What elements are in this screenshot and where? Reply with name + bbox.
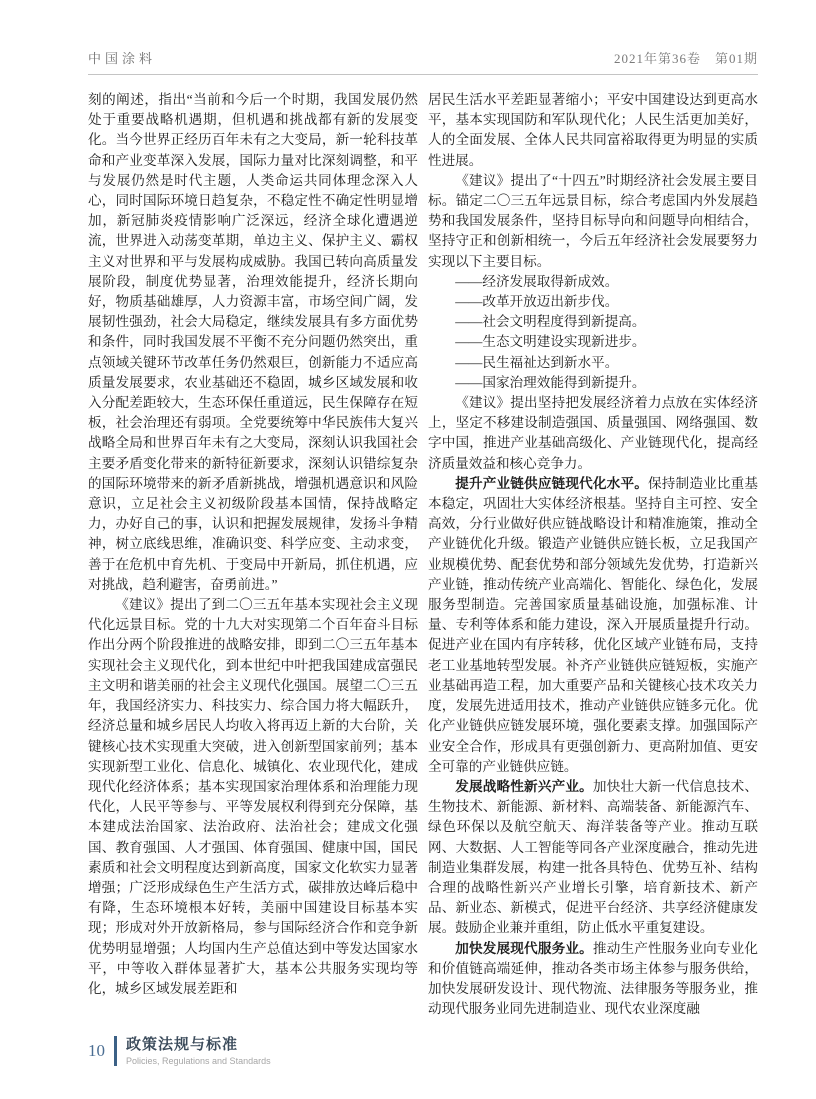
goal-item-livelihood: ——民生福祉达到新水平。: [455, 354, 619, 370]
paragraph-emerging-industries: [428, 777, 758, 939]
issue-info: 2021年第36卷 第01期: [613, 51, 758, 66]
goal-item-reform: ——改革开放迈出新步伐。: [455, 294, 619, 310]
footer-section-titles: [126, 1036, 271, 1066]
paragraph-continuation: 刻的阐述，指出“当前和今后一个时期，我国发展仍然处于重要战略机遇期，但机遇和挑战都有新的发展变化。当今世界正经历百年未有之大变局，新一轮科技革命和产业变革深入发展，国际力量对比深刻调整，和平与发展仍然是时代主题，人类命运共同体理念深入人心，同时国际环境日趋复杂，不稳定性不确定性明显增加，新冠肺炎疫情影响广泛深远，经济全球化遭遇逆流，世界进入动荡变革期，单边主义、保护主义、霸权主义对世界和平与发展构成威胁。我国已转向高质量发展阶段，制度优势显著，治理效能提升，经济长期向好，物质基础雄厚，人力资源丰富，市场空间广阔，发展韧性强劲，社会大局稳定，继续发展具有多方面优势和条件，同时我国发展不平衡不充分问题仍然突出，重点领域关键环节改革任务仍然艰巨，创新能力不适应高质量发展要求，农业基础还不稳固，城乡区域发展和收入分配差距较大，生态环保任重道远，民生保障存在短板，社会治理还有弱项。全党要统筹中华民族伟大复兴战略全局和世界百年未有之大变局，深刻认识我国社会主要矛盾变化带来的新特征新要求，深刻认识错综复杂的国际环境带来的新矛盾新挑战，增强机遇意识和风险意识，立足社会主义初级阶段基本国情，保持战略定力，办好自己的事，认识和把握发展规律，发扬斗争精神，树立底线思维，准确识变、科学应变、主动求变，善于在危机中育先机、于变局中开新局，抓住机遇，应对挑战，趋利避害，奋勇前进。”: [88, 92, 418, 592]
goal-item-ecology: ——生态文明建设实现新进步。: [455, 334, 646, 350]
section-title-english: Policies, Regulations and Standards: [126, 1056, 271, 1066]
right-column: [428, 90, 758, 1032]
paragraph-real-economy: 《建议》提出坚持把发展经济着力点放在实体经济上，坚定不移建设制造强国、质量强国、网络强国、数字中国，推进产业基础高级化、产业链现代化，提高经济质量效益和核心竞争力。: [428, 395, 758, 471]
section-title-chinese: 政策法规与标准: [126, 1036, 239, 1053]
industry-chain-body: 保持制造业比重基本稳定，巩固壮大实体经济根基。坚持自主可控、安全高效，分行业做好供应链战略设计和精准施策，推动全产业链优化升级。锻造产业链供应链长板，立足我国产业规模优势、配套优势和部分领域先发优势，打造新兴产业链，推动传统产业高端化、智能化、绿色化，发展服务型制造。完善国家质量基础设施，加强标准、计量、专利等体系和能力建设，深入开展质量提升行动。促进产业在国内有序转移，优化区域产业链布局，支持老工业基地转型发展。补齐产业链供应链短板，实施产业基础再造工程，加大重要产品和关键核心技术攻关力度，发展先进适用技术，推动产业链供应链多元化。优化产业链供应链发展环境，强化要素支撑。加强国际产业安全合作，形成具有更强创新力、更高附加值、更安全可靠的产业链供应链。: [428, 475, 758, 774]
left-column: [88, 90, 418, 1032]
article-body: [88, 90, 758, 1032]
industry-chain-lead: 提升产业链供应链现代化水平。: [455, 475, 648, 491]
page-footer: [88, 1036, 271, 1066]
emerging-industries-body: 加快壮大新一代信息技术、生物技术、新能源、新材料、高端装备、新能源汽车、绿色环保以及航空航天、海洋装备等产业。推动互联网、大数据、人工智能等同各产业深度融合，推动先进制造业集群发展，构建一批各具特色、优势互补、结构合理的战略性新兴产业增长引擎，培育新技术、新产品、新业态、新模式，促进平台经济、共享经济健康发展。鼓励企业兼并重组，防止低水平重复建设。: [428, 778, 758, 936]
emerging-industries-lead: 发展战略性新兴产业。: [455, 778, 593, 794]
goal-item-civility: ——社会文明程度得到新提高。: [455, 314, 646, 330]
paragraph-modern-services: [428, 939, 758, 1020]
paragraph-14th-five-year-goals: 《建议》提出了“十四五”时期经济社会发展主要目标。锚定二〇三五年远景目标，综合考虑国内外发展趋势和我国发展条件，坚持目标导向和问题导向相结合，坚持守正和创新相统一，今后五年经济社会发展要努力实现以下主要目标。: [428, 172, 758, 269]
paragraph-2035-vision: 《建议》提出了到二〇三五年基本实现社会主义现代化远景目标。党的十九大对实现第二个百年奋斗目标作出分两个阶段推进的战略安排，即到二〇三五年基本实现社会主义现代化，到本世纪中叶把我国建成富强民主文明和谐美丽的社会主义现代化强国。展望二〇三五年，我国经济实力、科技实力、综合国力将大幅跃升，经济总量和城乡居民人均收入将再迈上新的大台阶，关键核心技术实现重大突破，进入创新型国家前列；基本实现新型工业化、信息化、城镇化、农业现代化，建成现代化经济体系；基本实现国家治理体系和治理能力现代化，人民平等参与、平等发展权利得到充分保障，基本建成法治国家、法治政府、法治社会；建成文化强国、教育强国、人才强国、体育强国、健康中国，国民素质和社会文明程度达到新高度，国家文化软实力显著增强；广泛形成绿色生产生活方式，碳排放达峰后稳中有降，生态环境根本好转，美丽中国建设目标基本实现；形成对外开放新格局，参与国际经济合作和竞争新优势明显增强；人均国内生产总值达到中等发达国家水平，中等收入群体显著扩大，基本公共服务实现均等化，城乡区域发展差距和: [88, 597, 418, 996]
page-header: [88, 48, 758, 75]
paragraph-2035-vision-continued: 居民生活水平差距显著缩小；平安中国建设达到更高水平，基本实现国防和军队现代化；人民生活更加美好，人的全面发展、全体人民共同富裕取得更为明显的实质性进展。: [428, 92, 758, 168]
paragraph-industry-chain: [428, 474, 758, 777]
goal-item-governance: ——国家治理效能得到新提升。: [455, 374, 646, 390]
modern-services-body: 推动生产性服务业向专业化和价值链高端延伸，推动各类市场主体参与服务供给，加快发展研发设计、现代物流、法律服务等服务业，推动现代服务业同先进制造业、现代农业深度融: [428, 940, 758, 1017]
journal-title: 中国涂料: [88, 51, 157, 66]
footer-accent-bar: [114, 1036, 117, 1066]
goal-item-economy: ——经济发展取得新成效。: [455, 273, 619, 289]
modern-services-lead: 加快发展现代服务业。: [455, 940, 593, 956]
page-number: 10: [88, 1041, 105, 1060]
